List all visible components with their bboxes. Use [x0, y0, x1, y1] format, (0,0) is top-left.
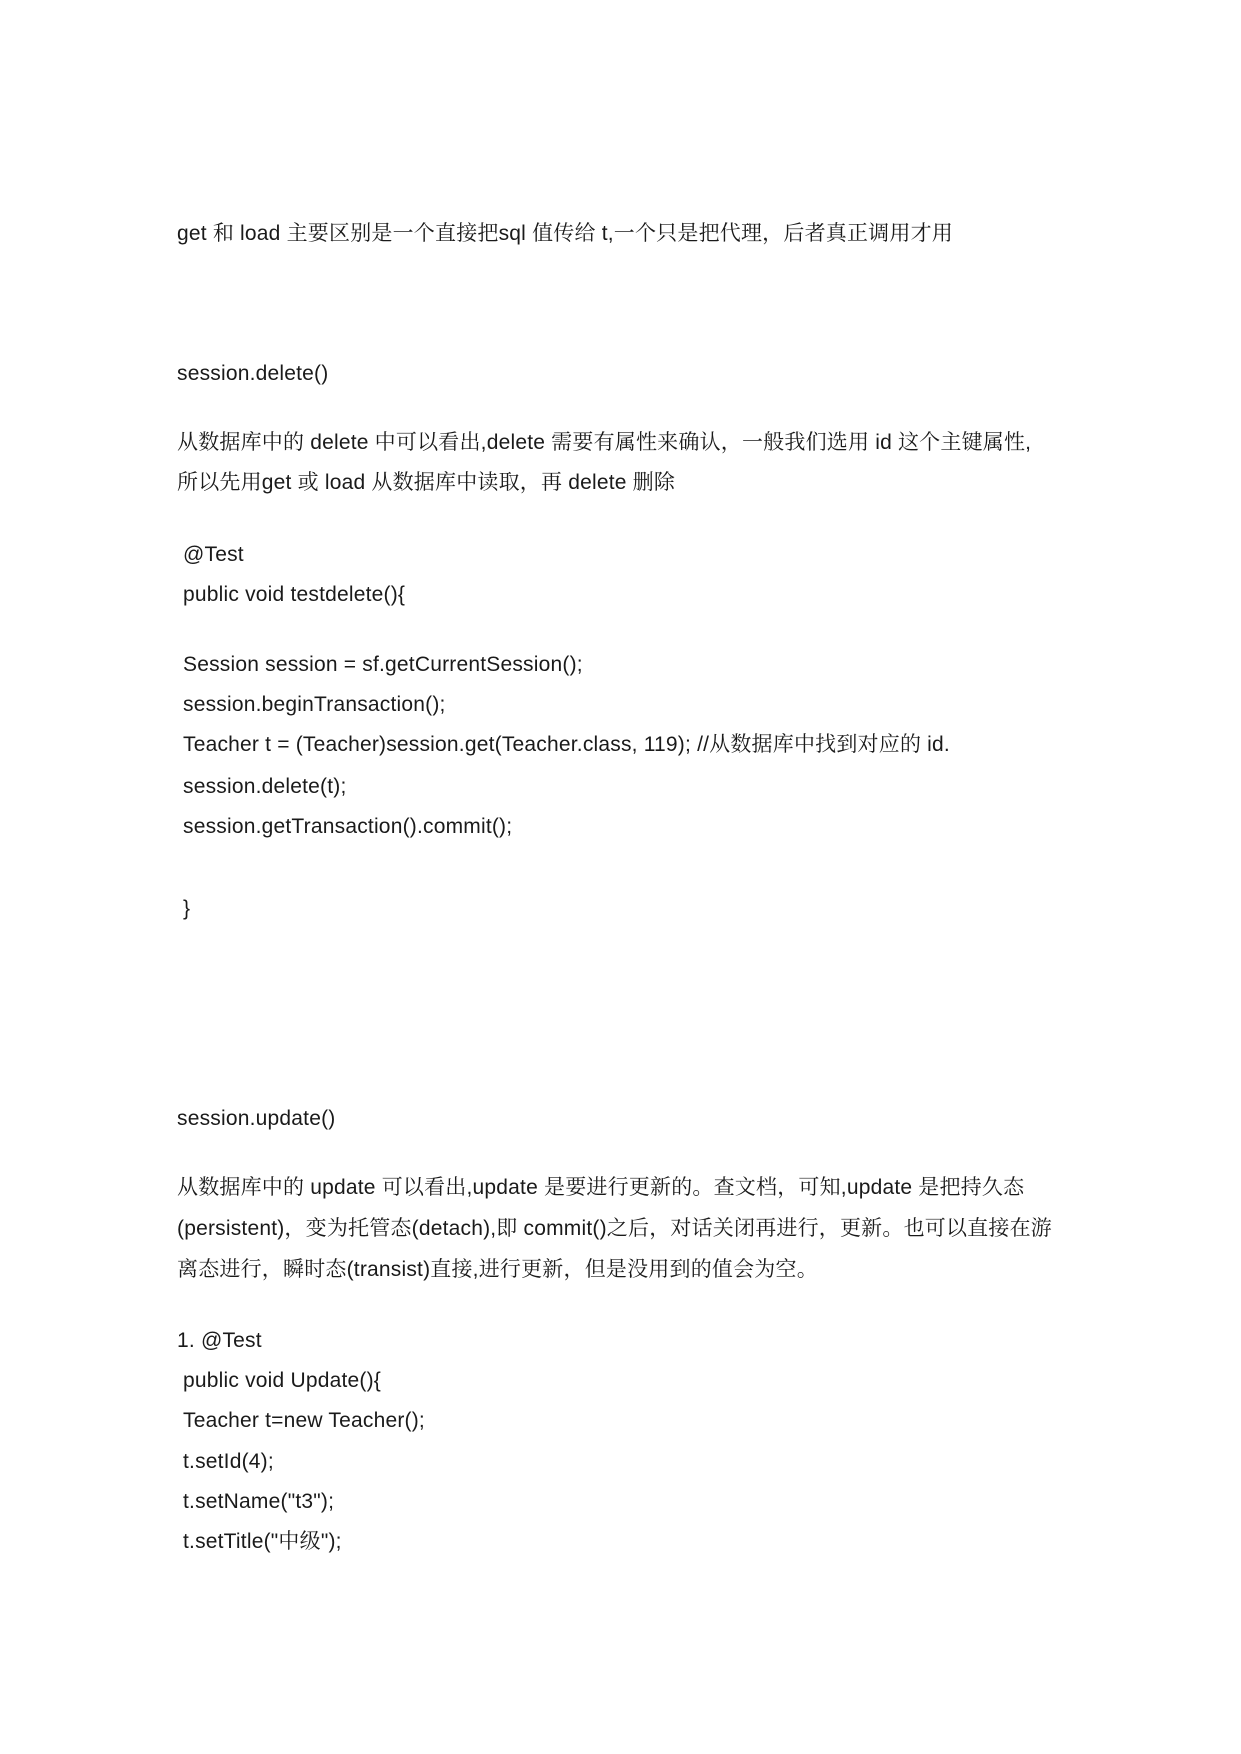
- update-code-line: public void Update(){: [183, 1369, 381, 1392]
- update-code-line: t.setName("t3");: [183, 1490, 335, 1513]
- update-description-line-1: 从数据库中的 update 可以看出,update 是要进行更新的。查文档，可知,update 是把持久态: [177, 1176, 1025, 1199]
- delete-code-line: Teacher t = (Teacher)session.get(Teacher.class, 119); //从数据库中找到对应的 id.: [183, 733, 950, 756]
- update-code-line: Teacher t=new Teacher();: [183, 1409, 425, 1432]
- intro-paragraph: get 和 load 主要区别是一个直接把sql 值传给 t,一个只是把代理，后者真正调用才用: [177, 222, 953, 245]
- update-description-line-3: 离态进行，瞬时态(transist)直接,进行更新，但是没用到的值会为空。: [177, 1258, 818, 1281]
- update-code-line: t.setId(4);: [183, 1450, 274, 1473]
- delete-code-line: session.getTransaction().commit();: [183, 815, 513, 838]
- delete-code-line: Session session = sf.getCurrentSession();: [183, 653, 583, 676]
- delete-code-line: session.delete(t);: [183, 775, 347, 798]
- delete-description-line-2: 所以先用get 或 load 从数据库中读取，再 delete 删除: [177, 471, 676, 494]
- delete-code-line: }: [183, 897, 191, 920]
- delete-code-line: public void testdelete(){: [183, 583, 406, 606]
- delete-code-line: session.beginTransaction();: [183, 693, 446, 716]
- update-code-line: t.setTitle("中级");: [183, 1530, 342, 1553]
- update-heading: session.update(): [177, 1107, 336, 1130]
- update-description-line-2: (persistent)，变为托管态(detach),即 commit()之后，对话关闭再进行，更新。也可以直接在游: [177, 1217, 1052, 1240]
- delete-description-line-1: 从数据库中的 delete 中可以看出,delete 需要有属性来确认，一般我们选用 id 这个主键属性,: [177, 431, 1032, 454]
- delete-code-line: @Test: [183, 543, 244, 566]
- update-code-line: 1. @Test: [177, 1329, 262, 1352]
- delete-heading: session.delete(): [177, 362, 329, 385]
